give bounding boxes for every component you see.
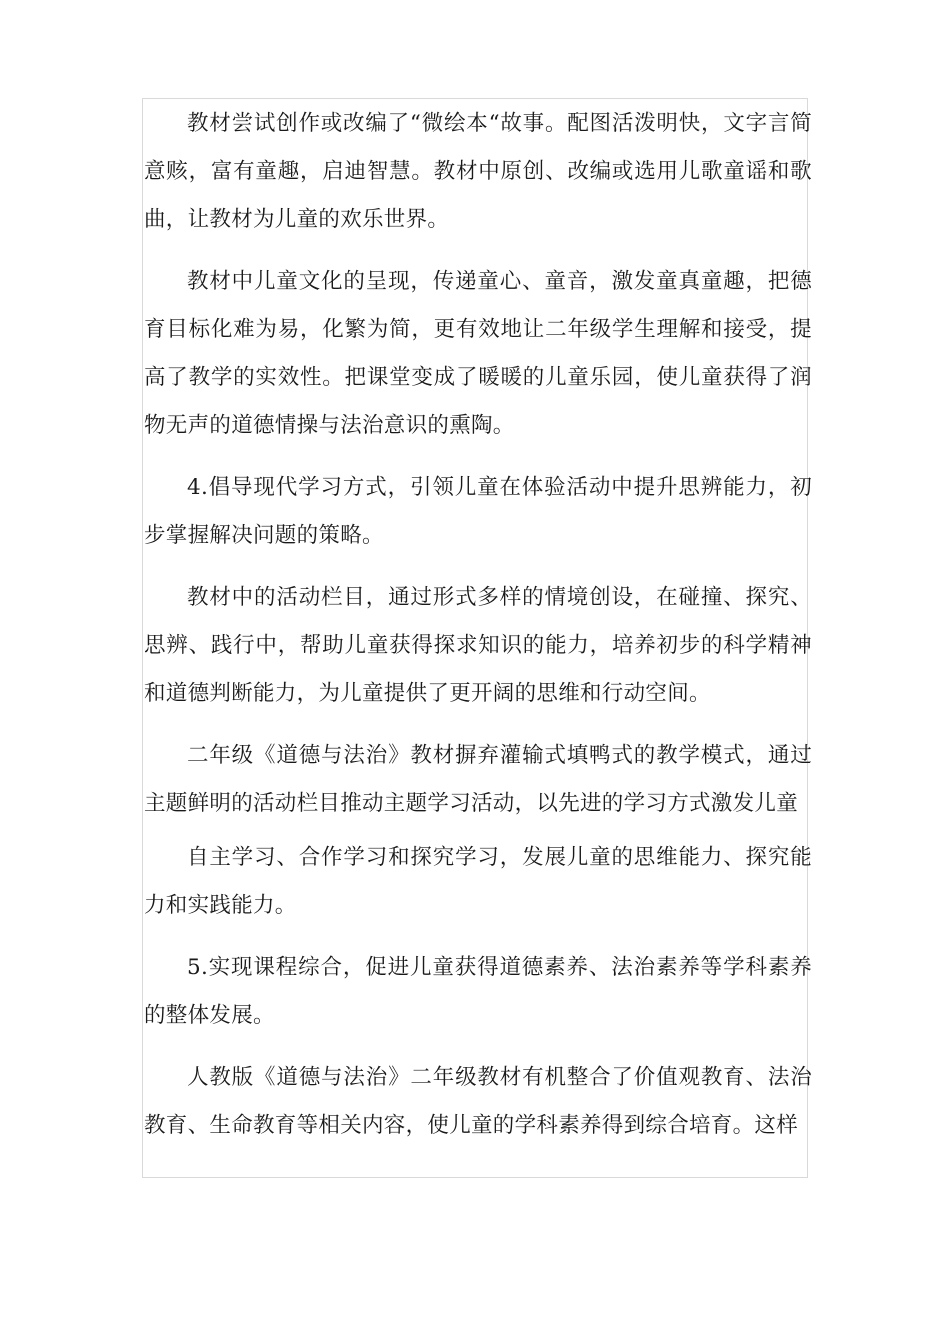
paragraph-activity-columns: 教材中的活动栏目，通过形式多样的情境创设，在碰撞、探究、思辨、践行中，帮助儿童获得探求知识的能力，培养初步的科学精神和道德判断能力，为儿童提供了更开阔的思维和行动空间。: [144, 585, 812, 706]
paragraph-children-culture: 教材中儿童文化的呈现，传递童心、童音，激发童真童趣，把德育目标化难为易，化繁为简，更有效地让二年级学生理解和接受，提高了教学的实效性。把课堂变成了暖暖的儿童乐园，使儿童获得了润物无声的道德情操与法治意识的熏陶。: [144, 269, 812, 438]
paragraph-picture-book: 教材尝试创作或改编了“微绘本“故事。配图活泼明快，文字言简意赅，富有童趣，启迪智慧。教材中原创、改编或选用儿歌童谣和歌曲，让教材为儿童的欢乐世界。: [144, 111, 812, 232]
document-body: [144, 100, 812, 1164]
paragraph-teaching-mode: 二年级《道德与法治》教材摒弃灌输式填鸭式的教学模式，通过主题鲜明的活动栏目推动主题学习活动，以先进的学习方式激发儿童: [144, 743, 812, 816]
paragraph-heading-4: 4.倡导现代学习方式，引领儿童在体验活动中提升思辨能力，初步掌握解决问题的策略。: [144, 475, 812, 548]
paragraph-integration: 人教版《道德与法治》二年级教材有机整合了价值观教育、法治教育、生命教育等相关内容，使儿童的学科素养得到综合培育。这样: [144, 1065, 812, 1138]
paragraph-heading-5: 5.实现课程综合，促进儿童获得道德素养、法治素养等学科素养的整体发展。: [144, 955, 812, 1028]
paragraph-autonomous-learning: 自主学习、合作学习和探究学习，发展儿童的思维能力、探究能力和实践能力。: [144, 845, 812, 918]
